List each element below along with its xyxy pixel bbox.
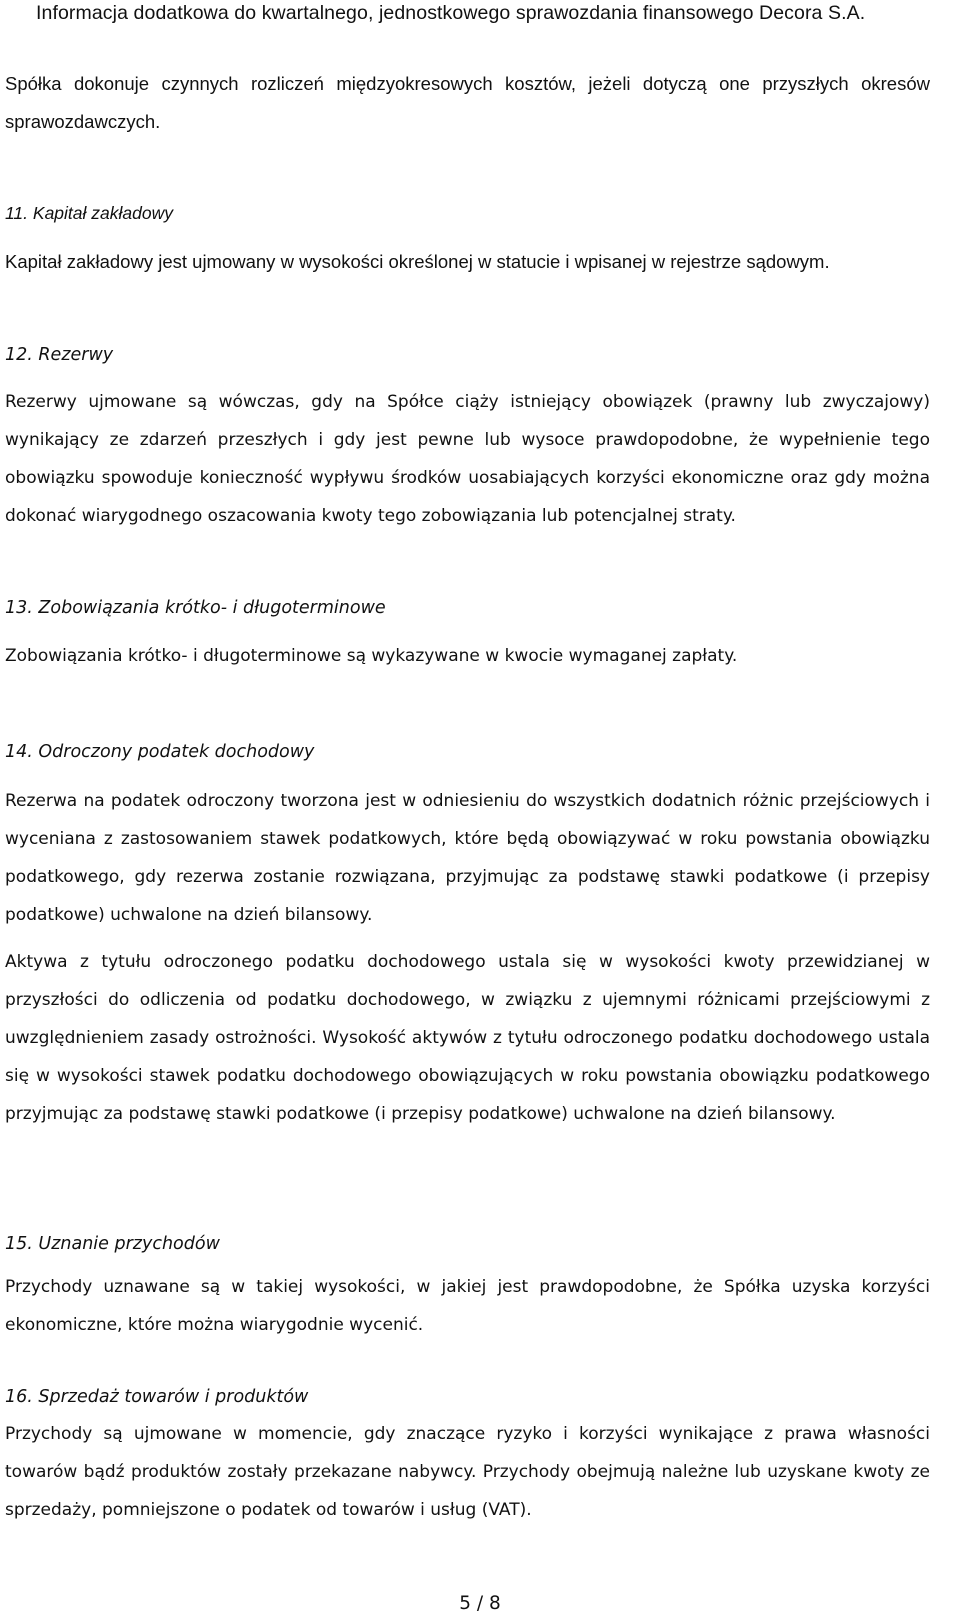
- section-14-heading: 14. Odroczony podatek dochodowy: [5, 742, 315, 762]
- section-12-paragraph: Rezerwy ujmowane są wówczas, gdy na Spółce ciąży istniejący obowiązek (prawny lub zwyczajowy) wynikający ze zdarzeń przeszłych i gdy jest pewne lub wysoce prawdopodobne, że wypełnienie tego obowiązku spowoduje konieczność wypływu środków uosabiających korzyści ekonomiczne oraz gdy można dokonać wiarygodnego oszacowania kwoty tego zobowiązania lub potencjalnej straty.: [5, 392, 930, 526]
- section-15-heading: 15. Uznanie przychodów: [5, 1234, 220, 1254]
- intro-paragraph-block: [5, 65, 930, 141]
- section-11-body: [5, 243, 930, 281]
- section-15-paragraph: Przychody uznawane są w takiej wysokości, w jakiej jest prawdopodobne, że Spółka uzyska korzyści ekonomiczne, które można wiarygodnie wycenić.: [5, 1277, 930, 1335]
- section-14-paragraph-2: Aktywa z tytułu odroczonego podatku dochodowego ustala się w wysokości kwoty przewidzianej w przyszłości do odliczenia od podatku dochodowego, w związku z ujemnymi różnicami przejściowymi z uwzględnieniem zasady ostrożności. Wysokość aktywów z tytułu odroczonego podatku dochodowego ustala się w wysokości stawek podatku dochodowego obowiązujących w roku powstania obowiązku podatkowego przyjmując za podstawę stawki podatkowe (i przepisy podatkowe) uchwalone na dzień bilansowy.: [5, 952, 930, 1124]
- section-11: [5, 201, 930, 225]
- page-number: 5 / 8: [459, 1593, 501, 1614]
- section-13-heading: 13. Zobowiązania krótko- i długoterminowe: [5, 598, 386, 618]
- page-header: Informacja dodatkowa do kwartalnego, jednostkowego sprawozdania finansowego Decora S.A.: [36, 2, 866, 24]
- section-11-heading: 11. Kapitał zakładowy: [5, 203, 173, 223]
- section-16-body: [5, 1415, 930, 1529]
- section-12: [5, 343, 930, 367]
- section-13: [5, 596, 930, 620]
- section-16: [5, 1385, 930, 1409]
- section-16-paragraph: Przychody są ujmowane w momencie, gdy znaczące ryzyko i korzyści wynikające z prawa własności towarów bądź produktów zostały przekazane nabywcy. Przychody obejmują należne lub uzyskane kwoty ze sprzedaży, pomniejszone o podatek od towarów i usług (VAT).: [5, 1424, 930, 1520]
- section-14-body-2: [5, 943, 930, 1133]
- section-12-body: [5, 383, 930, 535]
- section-11-paragraph: Kapitał zakładowy jest ujmowany w wysokości określonej w statucie i wpisanej w rejestrze sądowym.: [5, 251, 830, 272]
- section-14-body-1: [5, 782, 930, 934]
- section-15: [5, 1232, 930, 1256]
- section-14: [5, 740, 930, 764]
- section-13-paragraph: Zobowiązania krótko- i długoterminowe są wykazywane w kwocie wymaganej zapłaty.: [5, 646, 738, 666]
- section-16-heading: 16. Sprzedaż towarów i produktów: [5, 1387, 309, 1407]
- section-12-heading: 12. Rezerwy: [5, 345, 114, 365]
- section-13-body: [5, 637, 930, 675]
- section-14-paragraph-1: Rezerwa na podatek odroczony tworzona jest w odniesieniu do wszystkich dodatnich różnic przejściowych i wyceniana z zastosowaniem stawek podatkowych, które będą obowiązywać w roku powstania obowiązku podatkowego, gdy rezerwa zostanie rozwiązana, przyjmując za podstawę stawki podatkowe (i przepisy podatkowe) uchwalone na dzień bilansowy.: [5, 791, 930, 925]
- section-15-body: [5, 1268, 930, 1344]
- intro-paragraph: Spółka dokonuje czynnych rozliczeń międzyokresowych kosztów, jeżeli dotyczą one przyszłych okresów sprawozdawczych.: [5, 73, 930, 132]
